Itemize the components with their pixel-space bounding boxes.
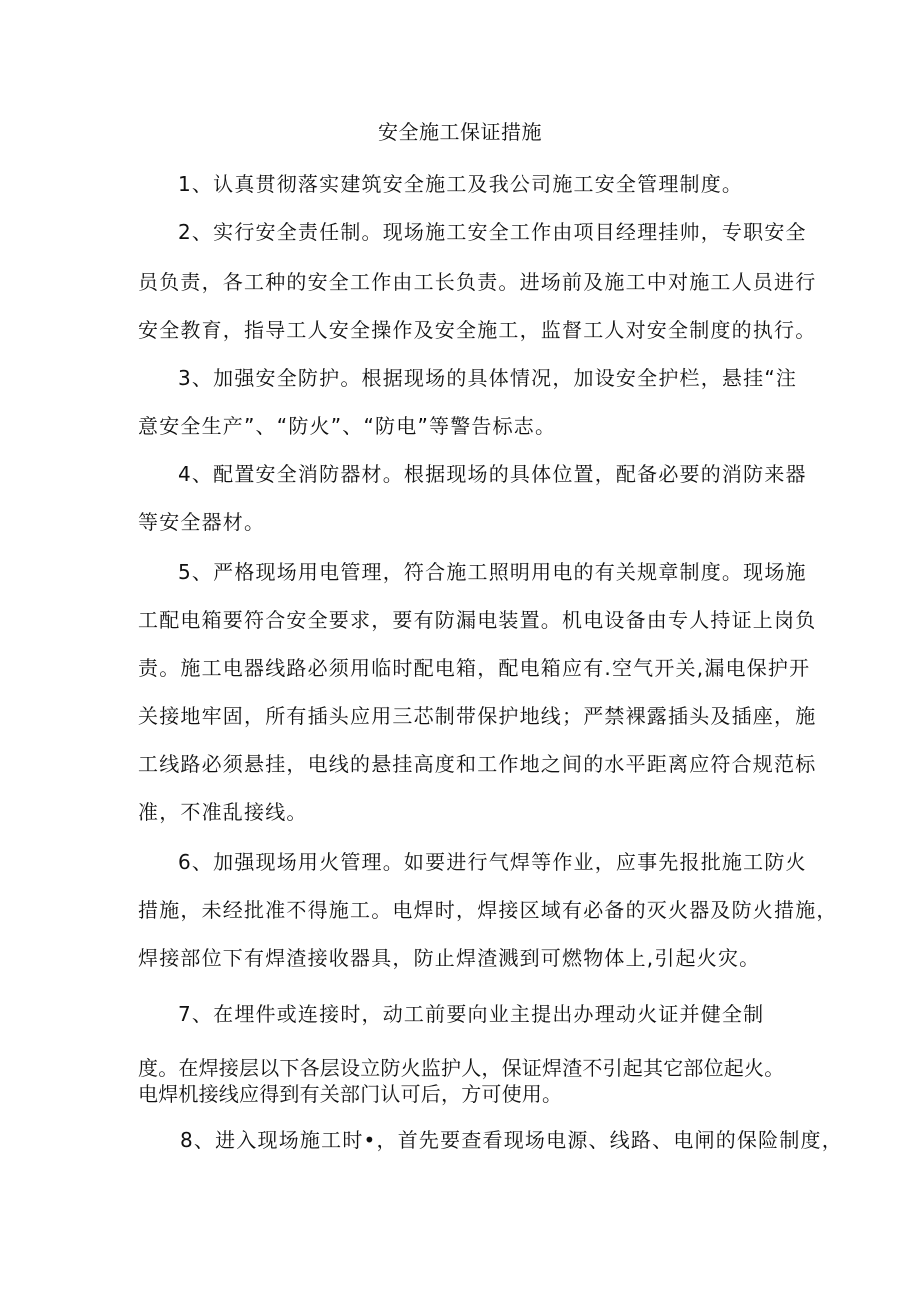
paragraph-1-line-1: 1、认真贯彻落实建筑安全施工及我公司施工安全管理制度。	[178, 172, 744, 196]
paragraph-5-line-6: 准，不准乱接线。	[138, 800, 308, 824]
paragraph-7-line-2: 度。在焊接层以下各层设立防火监护人，保证焊渣不引起其它部位起火。	[138, 1056, 785, 1080]
paragraph-2-line-2: 员负责，各工种的安全工作由工长负责。进场前及施工中对施工人员进行	[138, 270, 817, 294]
paragraph-6-line-3: 焊接部位下有焊渣接收器具，防止焊渣溅到可燃物体上,引起火灾。	[138, 946, 761, 970]
paragraph-6-line-1: 6、加强现场用火管理。如要进行气焊等作业，应事先报批施工防火	[178, 850, 807, 874]
paragraph-4-line-2: 等安全器材。	[138, 510, 266, 534]
document-title: 安全施工保证措施	[378, 120, 542, 144]
paragraph-2-line-3: 安全教育，指导工人安全操作及安全施工，监督工人对安全制度的执行。	[138, 318, 817, 342]
paragraph-3-line-1: 3、加强安全防护。根据现场的具体情况，加设安全护栏，悬挂“注	[178, 366, 798, 390]
paragraph-5-line-3: 责。施工电器线路必须用临时配电箱，配电箱应有.空气开关,漏电保护开	[138, 656, 811, 680]
paragraph-4-line-1: 4、配置安全消防器材。根据现场的具体位置，配备必要的消防来器	[178, 462, 807, 486]
paragraph-8-line-1: 8、进入现场施工时•，首先要查看现场电源、线路、电闸的保险制度，	[180, 1128, 843, 1152]
paragraph-5-line-4: 关接地牢固，所有插头应用三芯制带保护地线；严禁裸露插头及插座，施	[138, 704, 817, 728]
paragraph-3-line-2: 意安全生产”、“防火”、“防电”等警告标志。	[138, 414, 557, 438]
paragraph-6-line-2: 措施，未经批准不得施工。电焊时，焊接区域有必备的灭火器及防火措施，	[138, 898, 838, 922]
paragraph-2-line-1: 2、实行安全责任制。现场施工安全工作由项目经理挂帅，专职安全	[178, 220, 807, 244]
paragraph-5-line-1: 5、严格现场用电管理，符合施工照明用电的有关规章制度。现场施	[178, 560, 807, 584]
paragraph-5-line-5: 工线路必须悬挂，电线的悬挂高度和工作地之间的水平距离应符合规范标	[138, 752, 817, 776]
paragraph-7-line-1: 7、在埋件或连接时，动工前要向业主提出办理动火证并健全制	[178, 1002, 765, 1026]
paragraph-7-line-3: 电焊机接线应得到有关部门认可后，方可使用。	[138, 1082, 563, 1106]
paragraph-5-line-2: 工配电箱要符合安全要求，要有防漏电装置。机电设备由专人持证上岗负	[138, 608, 817, 632]
